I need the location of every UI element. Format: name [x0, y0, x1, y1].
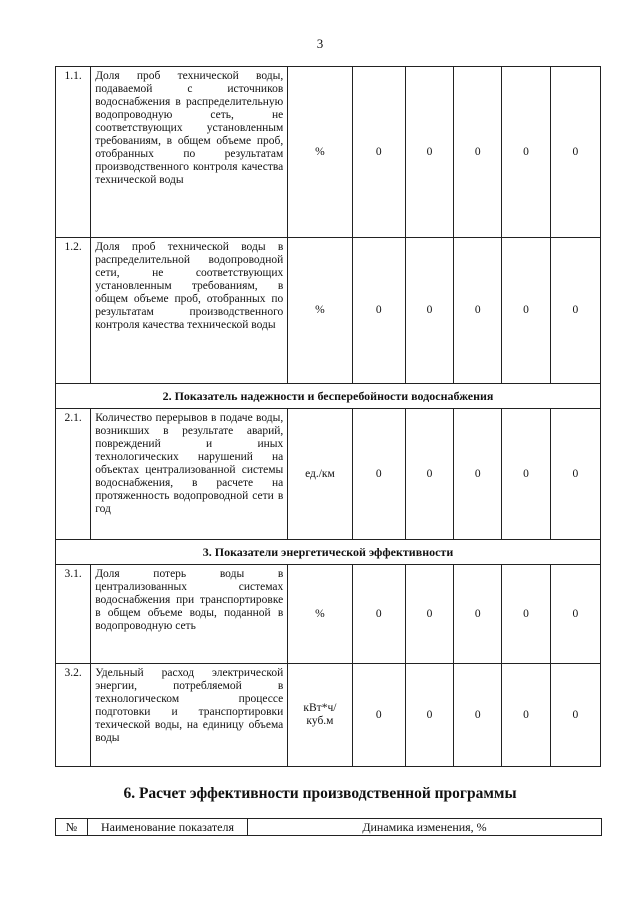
section-heading: 6. Расчет эффективности производственной программы	[123, 785, 517, 802]
row-value: 0	[550, 664, 600, 767]
row-value: 0	[454, 565, 502, 664]
row-value: 0	[352, 664, 405, 767]
row-description: Количество перерывов в подаче воды, возникших в результате аварий, повреждений и иных технологических нарушений на объектах централизованной системы водоснабжения, в расчете на протяженность водопроводной сети в год	[91, 409, 288, 540]
table-row	[56, 664, 601, 767]
row-value: 0	[550, 565, 600, 664]
row-unit: кВт*ч/ куб.м	[288, 664, 352, 767]
indicators-table	[55, 66, 601, 767]
row-unit: %	[288, 67, 352, 238]
efficiency-table	[55, 818, 602, 836]
column-header-number: №	[56, 819, 88, 836]
row-value: 0	[550, 67, 600, 238]
row-number: 2.1.	[56, 409, 91, 540]
row-value: 0	[502, 409, 550, 540]
row-value: 0	[454, 67, 502, 238]
row-value: 0	[352, 565, 405, 664]
row-value: 0	[550, 238, 600, 384]
row-value: 0	[454, 409, 502, 540]
row-description: Доля потерь воды в централизованных системах водоснабжения при транспортировке в общем объеме воды, поданной в водопроводную сеть	[91, 565, 288, 664]
column-header-dynamics: Динамика изменения, %	[248, 819, 602, 836]
table-row	[56, 238, 601, 384]
section-header-row	[56, 384, 601, 409]
row-value: 0	[405, 565, 453, 664]
section-title: 3. Показатели энергетической эффективности	[56, 540, 601, 565]
row-unit: ед./км	[288, 409, 352, 540]
row-description: Удельный расход электрической энергии, потребляемой в технологическом процессе подготовки и транспортировки техической воды, на единицу объема воды	[91, 664, 288, 767]
row-value: 0	[405, 664, 453, 767]
section-title: 2. Показатель надежности и бесперебойности водоснабжения	[56, 384, 601, 409]
row-value: 0	[502, 67, 550, 238]
row-value: 0	[454, 664, 502, 767]
row-value: 0	[502, 565, 550, 664]
row-value: 0	[352, 238, 405, 384]
row-value: 0	[502, 664, 550, 767]
row-value: 0	[405, 409, 453, 540]
row-value: 0	[352, 409, 405, 540]
row-value: 0	[405, 67, 453, 238]
row-unit: %	[288, 565, 352, 664]
row-value: 0	[352, 67, 405, 238]
row-value: 0	[454, 238, 502, 384]
row-value: 0	[550, 409, 600, 540]
row-description: Доля проб технической воды, подаваемой с источников водоснабжения в распределительную водопроводную сеть, не соответствующих установленным требованиям, в общем объеме проб, отобранных по результатам производственного контроля качества технической воды	[91, 67, 288, 238]
table-row	[56, 409, 601, 540]
row-description: Доля проб технической воды в распределительной водопроводной сети, не соответствующих установленным требованиям, в общем объеме проб, отобранных по результатам производственного контроля качества технической воды	[91, 238, 288, 384]
section-header-row	[56, 540, 601, 565]
row-value: 0	[405, 238, 453, 384]
row-number: 3.2.	[56, 664, 91, 767]
row-number: 1.1.	[56, 67, 91, 238]
table-row	[56, 67, 601, 238]
row-number: 1.2.	[56, 238, 91, 384]
row-unit: %	[288, 238, 352, 384]
column-header-name: Наименование показателя	[88, 819, 248, 836]
page-number: 3	[316, 36, 324, 51]
row-value: 0	[502, 238, 550, 384]
table-row	[56, 565, 601, 664]
table-header-row	[56, 819, 602, 836]
row-number: 3.1.	[56, 565, 91, 664]
